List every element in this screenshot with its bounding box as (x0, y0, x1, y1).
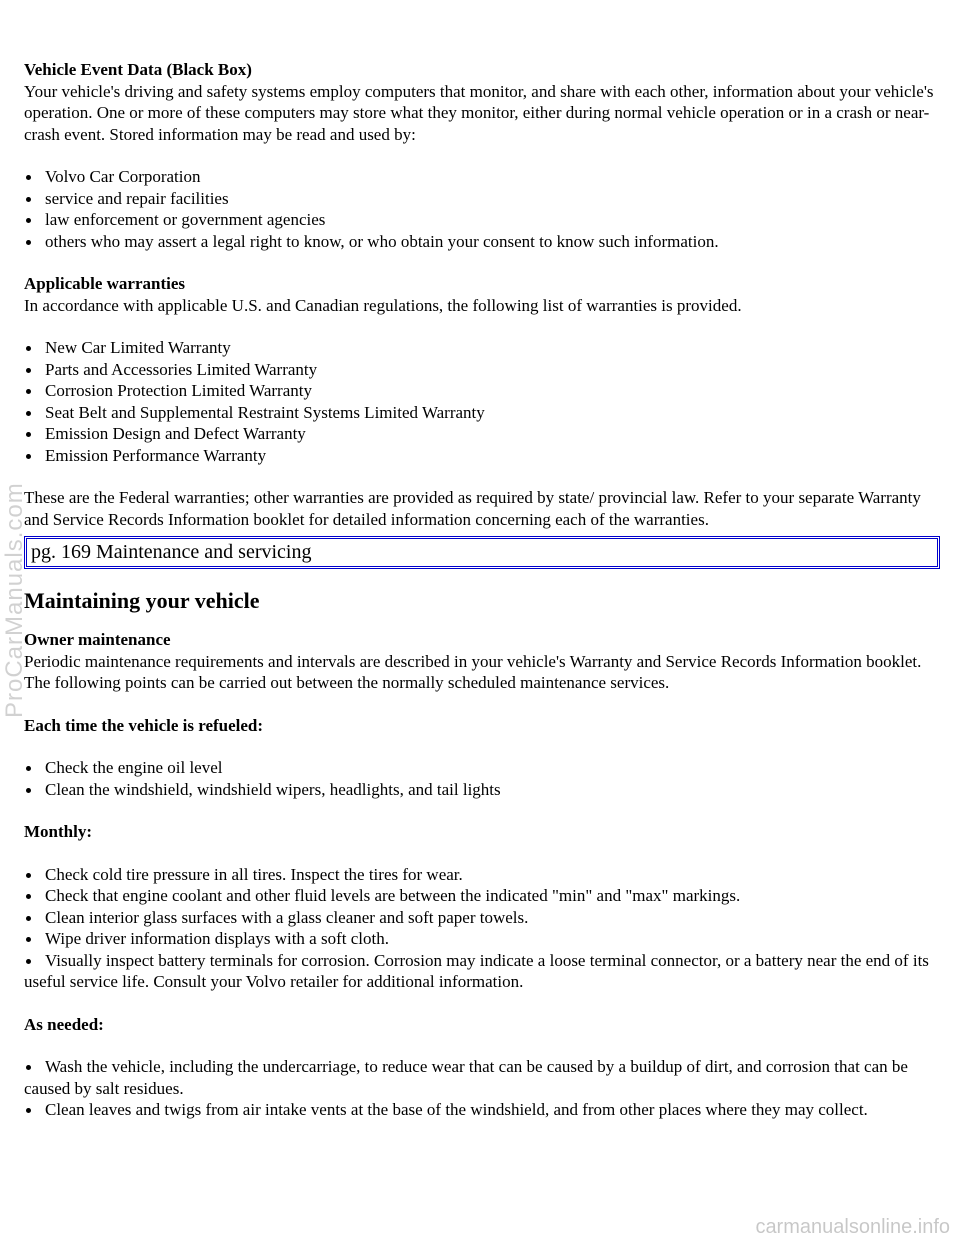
page-section-box (24, 536, 940, 569)
owner-maintenance-text: Periodic maintenance requirements and intervals are described in your vehicle's Warranty and Service Records Information booklet. (24, 651, 922, 671)
list-item: Seat Belt and Supplemental Restraint Systems Limited Warranty (24, 402, 940, 424)
monthly-title: Monthly: (24, 822, 92, 841)
refuel-list (24, 757, 940, 800)
as-needed-list (24, 1056, 940, 1121)
black-box-title: Vehicle Event Data (Black Box) (24, 60, 252, 79)
list-item: others who may assert a legal right to know, or who obtain your consent to know such information. (24, 231, 940, 253)
section-heading: Maintaining your vehicle (24, 588, 260, 613)
watermark-bottom: carmanualsonline.info (755, 1215, 950, 1238)
warranties-title: Applicable warranties (24, 274, 186, 293)
warranties-closing: These are the Federal warranties; other warranties are provided as required by state/ provincial law. Refer to your separate Warranty and Service Records Information booklet for detailed information concerning each of the warranties. (24, 488, 921, 529)
list-item: Check cold tire pressure in all tires. Inspect the tires for wear. (24, 864, 940, 886)
list-item: Wipe driver information displays with a soft cloth. (24, 928, 940, 950)
list-item: New Car Limited Warranty (24, 337, 940, 359)
list-item: Clean the windshield, windshield wipers, headlights, and tail lights (24, 779, 940, 801)
list-item: Clean leaves and twigs from air intake vents at the base of the windshield, and from other places where they may collect. (24, 1099, 940, 1121)
owner-maintenance-text-2: The following points can be carried out between the normally scheduled maintenance services. (24, 673, 670, 692)
list-item: Clean interior glass surfaces with a glass cleaner and soft paper towels. (24, 907, 940, 929)
list-item: Parts and Accessories Limited Warranty (24, 359, 940, 381)
watermark-left: ProCarManuals.com (1, 482, 28, 718)
list-item: Check that engine coolant and other fluid levels are between the indicated "min" and "max" markings. (24, 885, 940, 907)
list-item: Wash the vehicle, including the undercarriage, to reduce wear that can be caused by a buildup of dirt, and corrosion that can be caused by salt residues. (24, 1056, 940, 1099)
black-box-text: Your vehicle's driving and safety systems employ computers that monitor, and share with each other, information about your vehicle's operation. One or more of these computers may store what they monitor, either during normal vehicle operation or in a crash or near-crash event. Stored information may be read and used by: (24, 81, 934, 144)
list-item: Corrosion Protection Limited Warranty (24, 380, 940, 402)
warranties-intro: In accordance with applicable U.S. and Canadian regulations, the following list of warranties is provided. (24, 295, 742, 315)
list-item: law enforcement or government agencies (24, 209, 940, 231)
monthly-list (24, 864, 940, 993)
as-needed-title: As needed: (24, 1014, 104, 1034)
page-section-label: pg. 169 Maintenance and servicing (31, 541, 312, 563)
warranties-list (24, 337, 940, 466)
refuel-title: Each time the vehicle is refueled: (24, 715, 264, 735)
list-item: Volvo Car Corporation (24, 166, 940, 188)
list-item: service and repair facilities (24, 188, 940, 210)
list-item: Emission Performance Warranty (24, 445, 940, 467)
owner-maintenance-title: Owner maintenance (24, 630, 171, 649)
list-item: Check the engine oil level (24, 757, 940, 779)
black-box-list (24, 166, 940, 252)
list-item: Emission Design and Defect Warranty (24, 423, 940, 445)
document-body (24, 59, 940, 1121)
list-item: Visually inspect battery terminals for corrosion. Corrosion may indicate a loose terminal connector, or a battery near the end of its useful service life. Consult your Volvo retailer for additional information. (24, 950, 940, 993)
